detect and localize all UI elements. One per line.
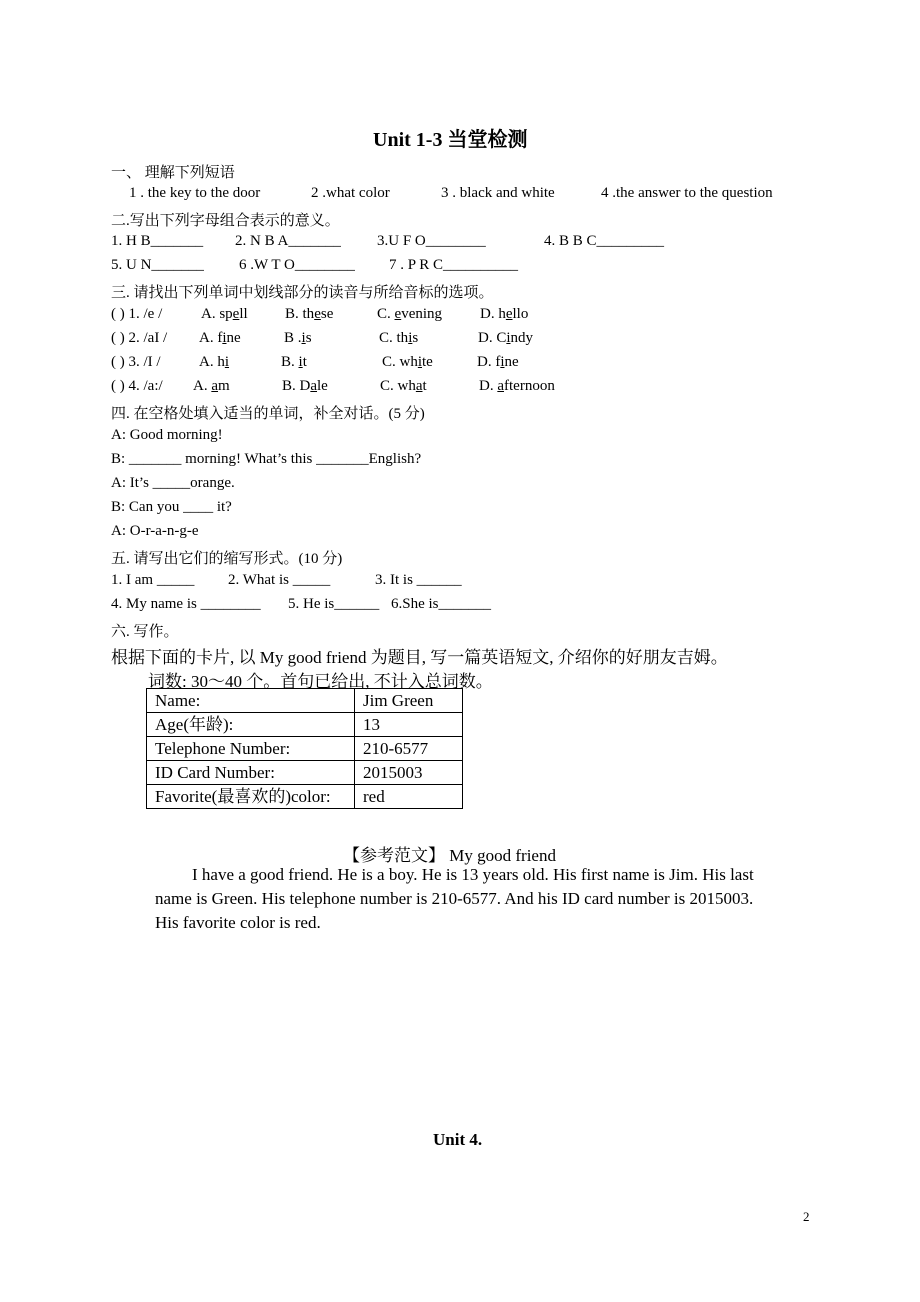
option-c: C. evening — [377, 306, 443, 322]
sample-line: His favorite color is red. — [155, 913, 321, 932]
option-d: D. fine — [477, 354, 519, 370]
card-label: Name: — [147, 689, 355, 713]
sample-line: I have a good friend. He is a boy. He is 13 years old. His first name is Jim. His last — [192, 865, 754, 884]
option-b: B. Dale — [282, 378, 328, 394]
card-row — [147, 689, 463, 713]
option-a: A. hi — [199, 354, 230, 370]
option-a: A. am — [193, 378, 230, 394]
section4-heading: 四. 在空格处填入适当的单词，补全对话。(5 分) — [111, 406, 425, 422]
abbr-item: 7 . P R C__________ — [389, 257, 519, 273]
dialog-line: A: O-r-a-n-g-e — [111, 523, 199, 539]
phonetic-question: ( ) 4. /a:/ — [111, 378, 163, 394]
card-value: Jim Green — [355, 689, 463, 713]
section2-heading: 二.写出下列字母组合表示的意义。 — [111, 213, 340, 229]
option-d: D. afternoon — [479, 378, 555, 394]
phrase-item: 1 . the key to the door — [129, 185, 261, 201]
dialog-line: B: Can you ____ it? — [111, 499, 232, 515]
dialog-line: A: It’s _____orange. — [111, 475, 235, 491]
card-value: 13 — [355, 713, 463, 737]
contraction-item: 4. My name is ________ — [111, 596, 261, 612]
sample-heading: 【参考范文】 My good friend — [343, 846, 556, 865]
option-b: B .is — [284, 330, 312, 346]
page-title: Unit 1-3 当堂检测 — [373, 129, 528, 151]
sample-line: name is Green. His telephone number is 210-6577. And his ID card number is 2015003. — [155, 889, 754, 908]
abbr-item: 4. B B C_________ — [544, 233, 665, 249]
card-value: 2015003 — [355, 761, 463, 785]
contraction-item: 2. What is _____ — [228, 572, 331, 588]
section3-heading: 三. 请找出下列单词中划线部分的读音与所给音标的选项。 — [111, 285, 494, 301]
writing-instruction: 根据下面的卡片, 以 My good friend 为题目, 写一篇英语短文, 介绍你的好朋友吉姆。 — [111, 648, 728, 667]
phonetic-question: ( ) 2. /aI / — [111, 330, 168, 346]
page-number: 2 — [803, 1209, 810, 1224]
option-d: D. Cindy — [478, 330, 534, 346]
section5-heading: 五. 请写出它们的缩写形式。(10 分) — [111, 551, 343, 567]
card-row — [147, 785, 463, 809]
dialog-line: A: Good morning! — [111, 427, 223, 443]
card-label: Favorite(最喜欢的)color: — [147, 785, 355, 809]
abbr-item: 2. N B A_______ — [235, 233, 341, 249]
dialog-line: B: _______ morning! What’s this _______English? — [111, 451, 422, 467]
option-b: B. it — [281, 354, 307, 370]
card-row — [147, 713, 463, 737]
card-value: red — [355, 785, 463, 809]
card-label: ID Card Number: — [147, 761, 355, 785]
card-label: Telephone Number: — [147, 737, 355, 761]
contraction-item: 1. I am _____ — [111, 572, 195, 588]
phrase-item: 3 . black and white — [441, 185, 555, 201]
option-c: C. this — [379, 330, 419, 346]
option-c: C. what — [380, 378, 427, 394]
card-value: 210-6577 — [355, 737, 463, 761]
contraction-item: 3. It is ______ — [375, 572, 462, 588]
option-a: A. spell — [201, 306, 248, 322]
option-c: C. white — [382, 354, 433, 370]
phrase-item: 4 .the answer to the question — [601, 185, 773, 201]
info-card — [146, 688, 463, 809]
card-row — [147, 737, 463, 761]
abbr-item: 5. U N_______ — [111, 257, 204, 273]
contraction-item: 6.She is_______ — [391, 596, 492, 612]
option-d: D. hello — [480, 306, 529, 322]
option-b: B. these — [285, 306, 334, 322]
abbr-item: 1. H B_______ — [111, 233, 204, 249]
phrase-item: 2 .what color — [311, 185, 390, 201]
next-unit-title: Unit 4. — [433, 1130, 483, 1149]
word-count-note: 词数: 30～40 个。首句已给出, 不计入总词数。 — [148, 672, 493, 691]
abbr-item: 3.U F O________ — [377, 233, 486, 249]
card-label: Age(年龄): — [147, 713, 355, 737]
abbr-item: 6 .W T O________ — [239, 257, 355, 273]
contraction-item: 5. He is______ — [288, 596, 380, 612]
phonetic-question: ( ) 3. /I / — [111, 354, 161, 370]
section6-heading: 六. 写作。 — [111, 624, 179, 640]
option-a: A. fine — [199, 330, 241, 346]
phonetic-question: ( ) 1. /e / — [111, 306, 163, 322]
section1-heading: 一、 理解下列短语 — [111, 165, 235, 181]
card-row — [147, 761, 463, 785]
